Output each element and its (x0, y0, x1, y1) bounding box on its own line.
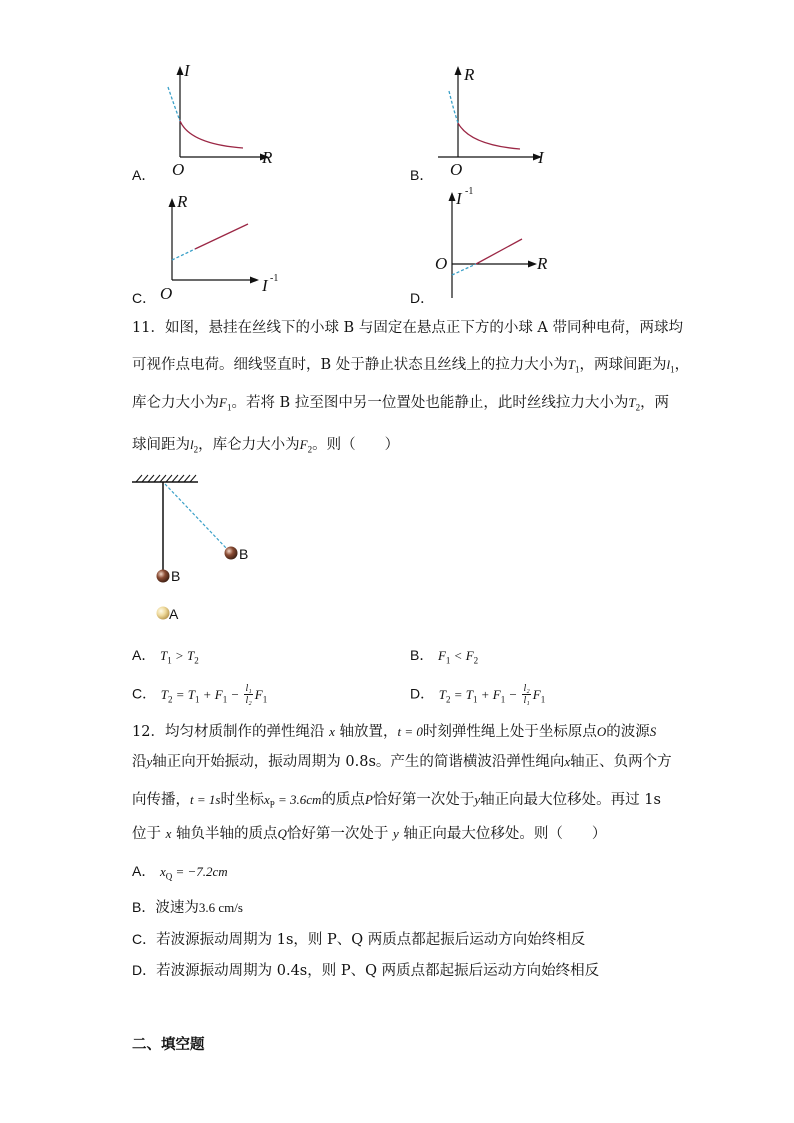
graph-d-letter: D． (410, 290, 435, 306)
q11-figure (128, 472, 268, 632)
graph-b-dash-extension (449, 91, 458, 123)
ball-b-hanging (157, 570, 170, 583)
graph-d-origin: O (435, 254, 448, 273)
q11-option-a[interactable]: A． $T_1 > T_2$ (132, 647, 199, 666)
q12-line-4: 位于 x 轴负半轴的质点Q恰好第一次处于 y 轴正向最大位移处。则（ ） (132, 826, 607, 842)
graph-c-letter: C． (132, 290, 157, 306)
ball-b-displaced (225, 547, 238, 560)
q11-line-3: 库仑力大小为$F_1$。若将 B 拉至图中另一位置处也能静止，此时丝线拉力大小为$T_2$，两 (132, 395, 670, 413)
ball-b-hanging-label: B (171, 568, 181, 584)
ball-a (157, 607, 170, 620)
graph-a-dash-extension (168, 87, 180, 121)
q11-option-d[interactable]: D． $T_2 = T_1 + F_1$ − $\frac{\text{l₂}}{\text{l₁}}$ $F_1$ (410, 683, 546, 706)
q12-option-c[interactable]: C．若波源振动周期为 1s，则 P、Q 两质点都起振后运动方向始终相反 (132, 931, 586, 948)
graph-a (132, 60, 292, 185)
graph-d-y-label: I (456, 189, 462, 208)
graph-c-y-arrow (169, 198, 176, 207)
q12-option-b[interactable]: B．波速为3.6 cm/s (132, 899, 243, 916)
graph-c-x-superscript: -1 (270, 273, 279, 284)
q11-option-c[interactable]: C． $T_2 = T_1 + F_1$ − $\frac{\text{l₁}}{\text{l₂}}$ $F_1$ (132, 683, 268, 706)
graph-d-y-arrow (449, 192, 456, 201)
ball-b-displaced-label: B (239, 546, 249, 562)
graph-c-dash-extension (172, 249, 195, 260)
q11-option-b[interactable]: B． $F_1 < F_2$ (410, 647, 479, 666)
q12-option-a[interactable]: A． $x_Q = -7.2cm$ (132, 863, 228, 882)
graph-b-origin: O (450, 160, 463, 179)
graph-a-y-label: I (184, 61, 190, 80)
graph-b-svg (410, 60, 570, 185)
graph-b-curve (458, 123, 520, 149)
q11-line-4: 球间距为$l_2$，库仑力大小为$F_2$。则（ ） (132, 437, 400, 455)
thread-displaced-dashed (165, 484, 228, 550)
q11-line-1: 11．如图，悬挂在丝线下的小球 B 与固定在悬点正下方的小球 A 带同种电荷，两球均 (132, 320, 684, 336)
graph-b-y-arrow (455, 66, 462, 75)
graph-c (132, 188, 292, 308)
graph-b-x-label: I (538, 148, 544, 167)
q12-line-2: 沿y轴正向开始振动，振动周期为 0.8s。产生的简谐横波沿弹性绳向x轴正、负两个方 (132, 754, 672, 770)
graph-b-y-label: R (464, 65, 475, 84)
graph-c-x-label: I (262, 276, 268, 295)
graph-d-x-arrow (528, 261, 537, 268)
section-heading-fill-in: 二、填空题 (132, 1037, 205, 1053)
graph-d-y-superscript: -1 (465, 186, 474, 197)
q12-line-1: 12．均匀材质制作的弹性绳沿 x 轴放置，t = 0时刻弹性绳上处于坐标原点O的波源S (132, 724, 657, 740)
q11-line-2: 可视作点电荷。细线竖直时，B 处于静止状态且丝线上的拉力大小为$T_1$，两球间距为$l_1$， (132, 357, 690, 375)
graph-d (410, 188, 580, 308)
graph-c-y-label: R (177, 192, 188, 211)
graph-c-origin: O (160, 284, 173, 303)
graph-a-curve (180, 121, 243, 148)
graph-d-x-label: R (537, 254, 548, 273)
q11-option-c-fraction: $\frac{\text{l₁}}{\text{l₂}}$ (245, 683, 252, 706)
q12-option-d[interactable]: D．若波源振动周期为 0.4s，则 P、Q 两质点都起振后运动方向始终相反 (132, 962, 600, 979)
graph-d-dash-extension (452, 264, 476, 275)
graph-a-y-arrow (177, 66, 184, 75)
graph-b-letter: B． (410, 167, 434, 183)
ceiling-hatching (136, 475, 196, 482)
graph-b (410, 60, 570, 185)
graph-a-x-label: R (262, 148, 273, 167)
ball-a-label: A (169, 606, 179, 622)
q12-line-3: 向传播，t = 1s时坐标$x_P = 3.6cm$的质点P恰好第一次处于y轴正向最大位移处。再过 1s (132, 792, 661, 810)
q11-option-d-fraction: $\frac{\text{l₂}}{\text{l₁}}$ (523, 683, 530, 706)
graph-c-x-arrow (250, 277, 259, 284)
graph-d-line (476, 239, 522, 264)
graph-a-letter: A． (132, 167, 156, 183)
graph-d-svg (410, 188, 580, 308)
graph-a-origin: O (172, 160, 185, 179)
graph-c-line (195, 224, 248, 249)
